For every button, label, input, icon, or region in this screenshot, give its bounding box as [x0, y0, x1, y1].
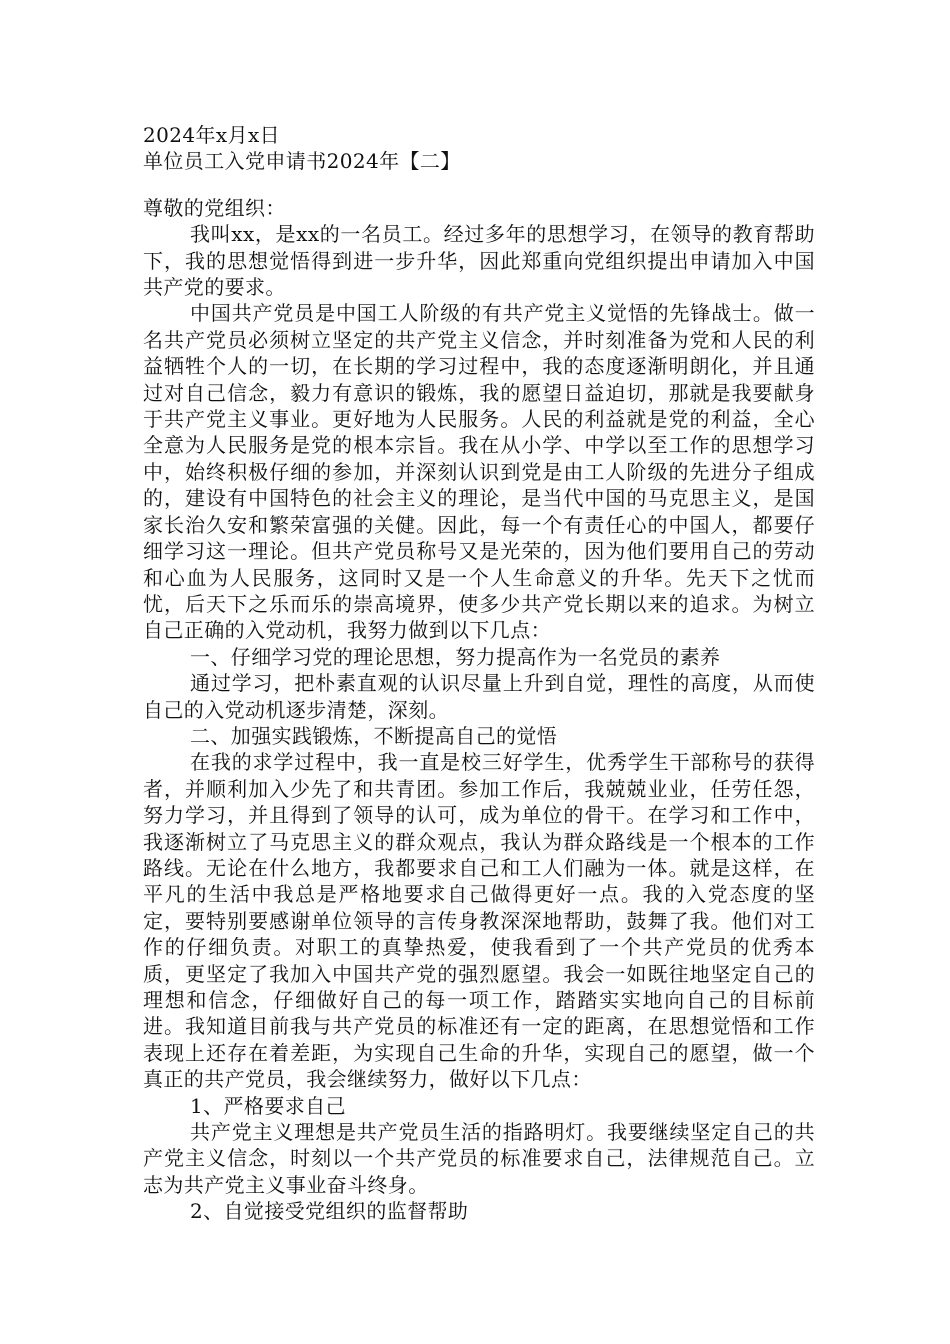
point-heading-1: 1、严格要求自己 — [190, 1093, 346, 1118]
date-line: 2024年x月x日 — [143, 123, 281, 147]
paragraph-intro: 我叫xx，是xx的一名员工。经过多年的思想学习，在领导的教育帮助下，我的思想觉悟得到进一步升华，因此郑重向党组织提出申请加入中国共产党的要求。 — [143, 222, 815, 300]
paragraph-practice: 在我的求学过程中，我一直是校三好学生，优秀学生干部称号的获得者，并顺利加入少先了和共青团。参加工作后，我兢兢业业，任劳任怨，努力学习，并且得到了领导的认可，成为单位的骨干。在学习和工作中，我逐渐树立了马克思主义的群众观点，我认为群众路线是一个根本的工作路线。无论在什么地方，我都要求自己和工人们融为一体。就是这样，在平凡的生活中我总是严格地要求自己做得更好一点。我的入党态度的坚定，要特别要感谢单位领导的言传身教深深地帮助，鼓舞了我。他们对工作的仔细负责。对职工的真挚热爱，使我看到了一个共产党员的优秀本质，更坚定了我加入中国共产党的强烈愿望。我会一如既往地坚定自己的理想和信念，仔细做好自己的每一项工作，踏踏实实地向自己的目标前进。我知道目前我与共产党员的标准还有一定的距离，在思想觉悟和工作表现上还存在着差距，为实现自己生命的升华，实现自己的愿望，做一个真正的共产党员，我会继续努力，做好以下几点： — [143, 750, 815, 1092]
section-heading-1: 一、仔细学习党的理论思想，努力提高作为一名党员的素养 — [190, 644, 721, 669]
paragraph-study: 通过学习，把朴素直观的认识尽量上升到自觉，理性的高度，从而使自己的入党动机逐步清楚，深刻。 — [143, 671, 815, 722]
paragraph-strict: 共产党主义理想是共产党员生活的指路明灯。我要继续坚定自己的共产党主义信念，时刻以一个共产党员的标准要求自己，法律规范自己。立志为共产党主义事业奋斗终身。 — [143, 1120, 815, 1197]
document-body — [143, 122, 815, 1225]
document-title: 单位员工入党申请书2024年【二】 — [143, 149, 461, 174]
salutation: 尊敬的党组织： — [143, 195, 286, 220]
section-heading-2: 二、加强实践锻炼，不断提高自己的觉悟 — [190, 723, 558, 748]
point-heading-2: 2、自觉接受党组织的监督帮助 — [190, 1199, 469, 1224]
paragraph-party-member: 中国共产党员是中国工人阶级的有共产党主义觉悟的先锋战士。做一名共产党员必须树立坚定的共产党主义信念，并时刻准备为党和人民的利益牺牲个人的一切，在长期的学习过程中，我的态度逐渐明朗化，并且通过对自己信念，毅力有意识的锻炼，我的愿望日益迫切，那就是我要献身于共产党主义事业。更好地为人民服务。人民的利益就是党的利益，全心全意为人民服务是党的根本宗旨。我在从小学、中学以至工作的思想学习中，始终积极仔细的参加，并深刻认识到党是由工人阶级的先进分子组成的，建设有中国特色的社会主义的理论，是当代中国的马克思主义，是国家长治久安和繁荣富强的关健。因此，每一个有责任心的中国人，都要仔细学习这一理论。但共产党员称号又是光荣的，因为他们要用自己的劳动和心血为人民服务，这同时又是一个人生命意义的升华。先天下之忧而忧，后天下之乐而乐的崇高境界，使多少共产党长期以来的追求。为树立自己正确的入党动机，我努力做到以下几点： — [143, 301, 815, 643]
